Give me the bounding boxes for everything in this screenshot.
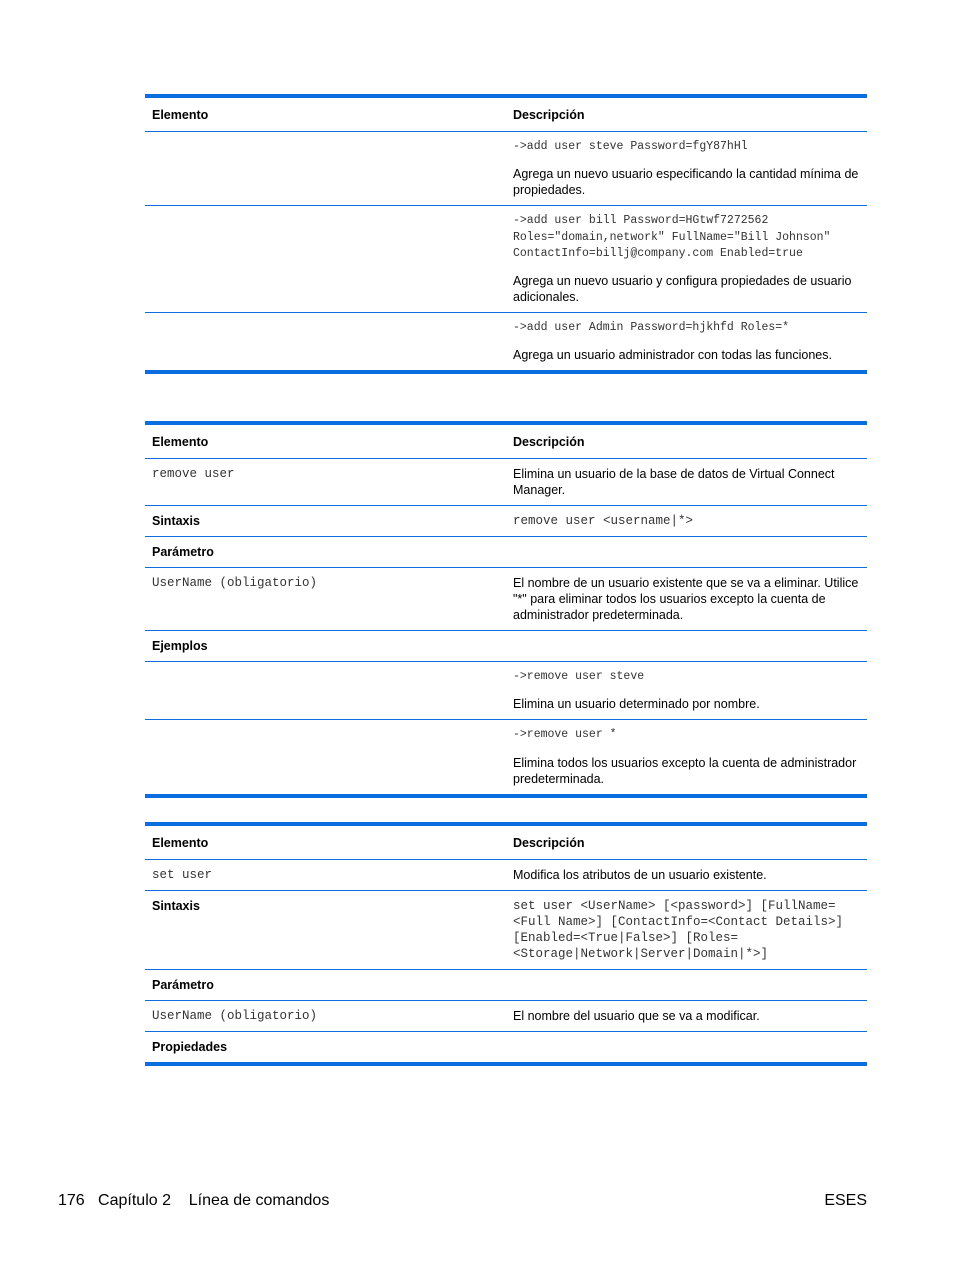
example-description: Elimina todos los usuarios excepto la cuenta de administrador predeterminada.: [513, 755, 857, 786]
table-row: [145, 1001, 867, 1032]
syntax-code: set user <UserName> [<password>] [FullName=<Full Name>] [ContactInfo=<Contact Details>] [Enabled=<True|False>] [Roles=<Storage|Network|Server|Domain|*>]: [506, 891, 867, 970]
parameter-heading: Parámetro: [145, 970, 506, 1001]
parameter-description: El nombre de un usuario existente que se va a eliminar. Utilice "*" para eliminar todos los usuarios excepto la cuenta de administrador predeterminada.: [506, 568, 867, 631]
example-description: Agrega un usuario administrador con todas las funciones.: [513, 348, 832, 363]
parameter-description: El nombre del usuario que se va a modificar.: [506, 1001, 867, 1032]
table-row: [145, 631, 867, 662]
command-description: Modifica los atributos de un usuario existente.: [506, 860, 867, 891]
remove-user-table: [145, 421, 867, 798]
table-row: [145, 568, 867, 631]
parameter-name: UserName (obligatorio): [145, 568, 506, 631]
table-row: [145, 970, 867, 1001]
element-cell: [145, 132, 506, 206]
table-row: [145, 206, 867, 313]
table-row: [145, 313, 867, 373]
chapter-title: Línea de comandos: [188, 1192, 330, 1209]
description-cell: [506, 662, 867, 720]
column-header-description: Descripción: [506, 824, 867, 860]
table-header-row: [145, 96, 867, 132]
chapter-label: Capítulo 2: [98, 1192, 171, 1209]
table-row: [145, 132, 867, 206]
syntax-label: Sintaxis: [145, 506, 506, 537]
command-description: Elimina un usuario de la base de datos de Virtual Connect Manager.: [506, 459, 867, 506]
example-description: Agrega un nuevo usuario y configura propiedades de usuario adicionales.: [513, 274, 852, 305]
example-description: Elimina un usuario determinado por nombre.: [513, 697, 760, 712]
table-row: [145, 860, 867, 891]
column-header-element: Elemento: [145, 96, 506, 132]
column-header-element: Elemento: [145, 423, 506, 459]
set-user-table: [145, 822, 867, 1066]
table-row: [145, 506, 867, 537]
table-row: [145, 891, 867, 970]
parameter-heading: Parámetro: [145, 537, 506, 568]
syntax-label: Sintaxis: [145, 891, 506, 970]
example-command: ->remove user steve: [513, 670, 645, 683]
add-user-examples-table: [145, 94, 867, 374]
description-cell: [506, 313, 867, 373]
description-cell: [506, 206, 867, 313]
table-header-row: [145, 423, 867, 459]
examples-heading: Ejemplos: [145, 631, 506, 662]
example-command: ->remove user *: [513, 728, 617, 742]
page-footer-left: [58, 1191, 329, 1211]
parameter-name: UserName (obligatorio): [145, 1001, 506, 1032]
table-row: [145, 1032, 867, 1065]
example-command: ->add user bill Password=HGtwf7272562 Roles="domain,network" FullName="Bill Johnson" ContactInfo=billj@company.com Enabled=true: [513, 214, 838, 260]
example-command: ->add user Admin Password=hjkhfd Roles=*: [513, 321, 790, 335]
table-row: [145, 662, 867, 720]
page-number: 176: [58, 1192, 85, 1209]
element-cell: [145, 206, 506, 313]
element-cell: [145, 313, 506, 373]
locale-code: ESES: [824, 1192, 867, 1209]
description-cell: [506, 132, 867, 206]
example-command: ->add user steve Password=fgY87hHl: [513, 140, 748, 153]
command-name: set user: [145, 860, 506, 891]
command-name: remove user: [145, 459, 506, 506]
table-row: [145, 459, 867, 506]
example-description: Agrega un nuevo usuario especificando la cantidad mínima de propiedades.: [513, 167, 859, 198]
syntax-code: remove user <username|*>: [506, 506, 867, 537]
table-header-row: [145, 824, 867, 860]
column-header-description: Descripción: [506, 423, 867, 459]
properties-heading: Propiedades: [145, 1032, 506, 1065]
column-header-element: Elemento: [145, 824, 506, 860]
table-row: [145, 720, 867, 796]
table-row: [145, 537, 867, 568]
column-header-description: Descripción: [506, 96, 867, 132]
description-cell: [506, 720, 867, 796]
